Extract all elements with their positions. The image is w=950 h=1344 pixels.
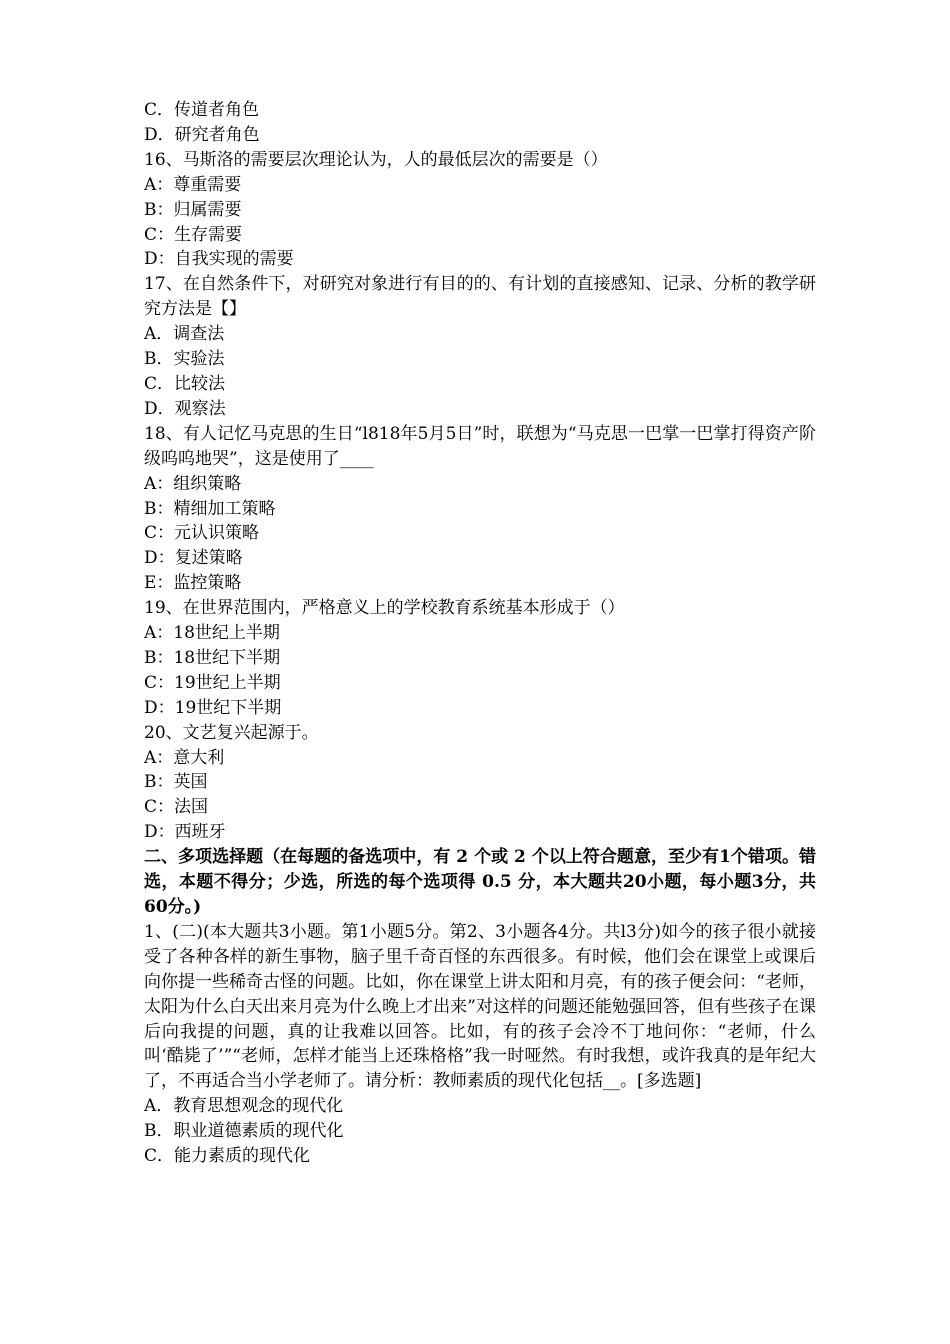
question-20-option-d: D：西班牙 <box>144 822 226 843</box>
question-18-option-c: C：元认识策略 <box>144 523 260 544</box>
question-18-option-d: D：复述策略 <box>144 548 243 569</box>
question-16-option-b: B：归属需要 <box>144 199 242 220</box>
question-18: 18、有人记忆马克思的生日“l818年5月5日”时，联想为“马克思一巴掌一巴掌打得资产阶级呜呜地哭”，这是使用了____ <box>144 423 816 469</box>
question-20-option-b: B：英国 <box>144 772 208 793</box>
multi-question-1-option-b: B．职业道德素质的现代化 <box>144 1121 344 1142</box>
question-16-option-d: D：自我实现的需要 <box>144 249 294 270</box>
section-heading-multiple-choice: 二、多项选择题（在每题的备选项中，有 2 个或 2 个以上符合题意，至少有1个错项。错选，本题不得分；少选，所选的每个选项得 0.5 分，本大题共20小题，每小题3分，共60分。) <box>144 847 816 917</box>
multi-question-1: 1、(二)(本大题共3小题。第1小题5分。第2、3小题各4分。共l3分)如今的孩子很小就接受了各种各样的新生事物，脑子里千奇百怪的东西很多。有时候，他们会在课堂上或课后向你提一些稀奇古怪的问题。比如，你在课堂上讲太阳和月亮，有的孩子便会问：“老师，太阳为什么白天出来月亮为什么晚上才出来”对这样的问题还能勉强回答，但有些孩子在课后向我提的问题，真的让我难以回答。比如，有的孩子会冷不丁地问你：“老师，什么叫‘酷毙了’”“老师，怎样才能当上还珠格格”我一时哑然。有时我想，或许我真的是年纪大了，不再适合当小学老师了。请分析：教师素质的现代化包括__。[多选题] <box>144 921 816 1092</box>
option-d-line: D．研究者角色 <box>144 124 260 145</box>
question-18-option-a: A：组织策略 <box>144 473 242 494</box>
option-c-line: C．传道者角色 <box>144 100 260 120</box>
question-17-option-c: C．比较法 <box>144 373 226 394</box>
multi-question-1-option-c: C．能力素质的现代化 <box>144 1146 311 1167</box>
question-17-option-b: B．实验法 <box>144 349 225 370</box>
question-18-option-b: B：精细加工策略 <box>144 498 276 519</box>
question-19-option-d: D：19世纪下半期 <box>144 697 282 718</box>
question-17-option-a: A．调查法 <box>144 324 225 345</box>
question-20-option-a: A：意大利 <box>144 747 225 768</box>
question-19-option-b: B：18世纪下半期 <box>144 647 281 668</box>
question-17: 17、在自然条件下，对研究对象进行有目的的、有计划的直接感知、记录、分析的教学研究方法是【】 <box>144 274 816 320</box>
question-16: 16、马斯洛的需要层次理论认为，人的最低层次的需要是（） <box>144 149 608 170</box>
question-18-option-e: E：监控策略 <box>144 573 242 594</box>
question-20: 20、文艺复兴起源于。 <box>144 722 319 743</box>
question-19-option-c: C：19世纪上半期 <box>144 672 281 693</box>
document-body <box>144 98 816 1169</box>
question-20-option-c: C：法国 <box>144 797 209 818</box>
question-16-option-c: C：生存需要 <box>144 224 243 245</box>
question-16-option-a: A：尊重需要 <box>144 174 242 195</box>
multi-question-1-option-a: A．教育思想观念的现代化 <box>144 1096 344 1117</box>
question-19-option-a: A：18世纪上半期 <box>144 623 280 644</box>
question-19: 19、在世界范围内，严格意义上的学校教育系统基本形成于（） <box>144 598 625 619</box>
question-17-option-d: D．观察法 <box>144 398 226 419</box>
